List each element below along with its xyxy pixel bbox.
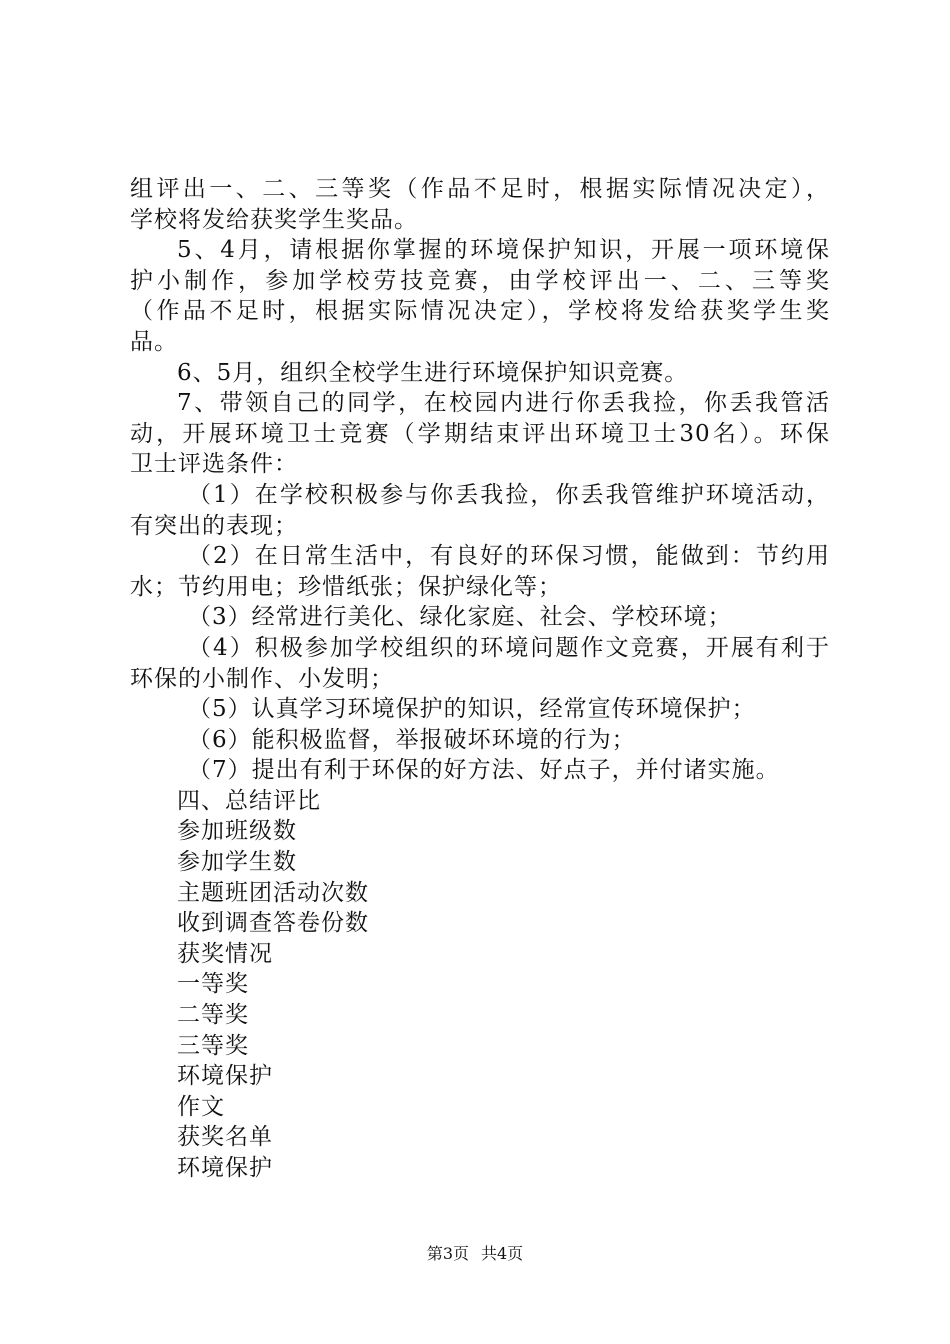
text-line: （2）在日常生活中，有良好的环保习惯，能做到：节约用 (188, 543, 830, 570)
text-line: （4）积极参加学校组织的环境问题作文竞赛，开展有利于 (188, 634, 830, 661)
text-line: 6、5月，组织全校学生进行环境保护知识竞赛。 (177, 359, 689, 386)
text-line: 环保的小制作、小发明； (130, 665, 394, 692)
text-line: 三等奖 (177, 1032, 249, 1059)
text-line: 环境保护 (177, 1155, 273, 1181)
page-footer (0, 1243, 950, 1265)
text-line: （5）认真学习环境保护的知识，经常宣传环境保护； (188, 696, 756, 723)
text-line: 品。 (130, 328, 178, 355)
text-line: 一等奖 (177, 971, 249, 998)
text-line: 环境保护 (177, 1063, 273, 1090)
text-line: 获奖情况 (177, 940, 273, 967)
text-line: 收到调查答卷份数 (177, 910, 369, 937)
text-line: （作品不足时，根据实际情况决定），学校将发给获奖学生奖 (130, 298, 830, 325)
text-line: 主题班团活动次数 (177, 879, 369, 906)
text-line: 有突出的表现； (130, 512, 298, 539)
text-line: 水；节约用电；珍惜纸张；保护绿化等； (130, 573, 562, 600)
text-line: 7、带领自己的同学，在校园内进行你丢我捡，你丢我管活 (177, 390, 830, 417)
document-body (130, 174, 830, 1184)
text-line: 护小制作，参加学校劳技竞赛，由学校评出一、二、三等奖 (130, 267, 830, 294)
text-line: 二等奖 (177, 1002, 249, 1029)
text-line: 获奖名单 (177, 1124, 273, 1151)
text-line: （1）在学校积极参与你丢我捡，你丢我管维护环境活动， (188, 481, 830, 508)
text-line: （7）提出有利于环保的好方法、好点子，并付诸实施。 (188, 757, 780, 784)
page-number: 第3页 (426, 1244, 469, 1263)
text-line: 动，开展环境卫士竞赛（学期结束评出环境卫士30名）。环保 (130, 420, 830, 447)
text-line: 学校将发给获奖学生奖品。 (130, 206, 418, 233)
page-total: 共4页 (481, 1244, 524, 1263)
text-line: （3）经常进行美化、绿化家庭、社会、学校环境； (188, 604, 732, 631)
text-line: 作文 (177, 1093, 225, 1120)
text-line: 卫士评选条件： (130, 451, 298, 478)
text-line: 参加学生数 (177, 849, 297, 876)
section-heading: 四、总结评比 (177, 787, 321, 814)
text-line: 组评出一、二、三等奖（作品不足时，根据实际情况决定）， (130, 176, 830, 202)
text-line: （6）能积极监督，举报破坏环境的行为； (188, 726, 636, 753)
text-line: 参加班级数 (177, 818, 297, 845)
text-line: 5、4月，请根据你掌握的环境保护知识，开展一项环境保 (177, 237, 830, 264)
